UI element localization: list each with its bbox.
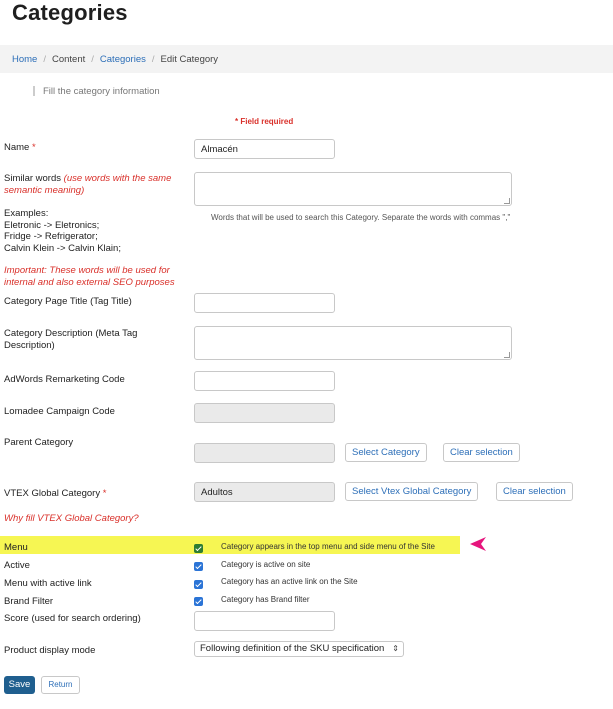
resize-handle-icon[interactable] xyxy=(504,198,510,204)
resize-handle-icon[interactable] xyxy=(504,352,510,358)
name-label-text: Name xyxy=(4,142,30,153)
brand-filter-description: Category has Brand filter xyxy=(221,595,310,604)
active-label: Active xyxy=(4,560,30,571)
parent-category-input xyxy=(194,443,335,463)
page-title-input[interactable] xyxy=(194,293,335,313)
breadcrumb-current: Edit Category xyxy=(160,54,219,65)
save-button[interactable]: Save xyxy=(4,676,35,694)
vtex-global-label xyxy=(4,488,106,500)
required-note: * Field required xyxy=(235,117,294,126)
pointer-arrow-icon xyxy=(468,534,488,554)
clear-parent-selection-button[interactable]: Clear selection xyxy=(443,443,520,462)
return-button[interactable]: Return xyxy=(41,676,80,694)
vtex-global-input xyxy=(194,482,335,502)
menu-label: Menu xyxy=(4,542,28,553)
active-description: Category is active on site xyxy=(221,560,311,569)
active-checkbox[interactable] xyxy=(194,562,203,571)
adwords-label: AdWords Remarketing Code xyxy=(4,374,125,385)
clear-vtex-selection-button[interactable]: Clear selection xyxy=(496,482,573,501)
brand-filter-checkbox[interactable] xyxy=(194,597,203,606)
similar-words-label-text: Similar words xyxy=(4,173,62,184)
similar-words-hint: (use words with the same semantic meaning) xyxy=(4,173,172,196)
similar-words-textarea[interactable] xyxy=(194,172,512,206)
breadcrumb-home[interactable]: Home xyxy=(12,54,38,65)
example-item: Calvin Klein -> Calvin Klain; xyxy=(4,242,121,254)
similar-words-important: Important: These words will be used for internal and also external SEO purposes xyxy=(4,265,175,288)
page-title: Categories xyxy=(12,0,128,25)
lomadee-label: Lomadee Campaign Code xyxy=(4,406,115,417)
score-label: Score (used for search ordering) xyxy=(4,613,141,624)
required-mark: * xyxy=(102,488,107,499)
breadcrumb-content: Content xyxy=(51,54,86,65)
breadcrumb-separator: / xyxy=(151,54,155,65)
why-vtex-link[interactable]: Why fill VTEX Global Category? xyxy=(4,513,139,524)
description-label: Category Description (Meta Tag Description) xyxy=(4,328,138,351)
section-header xyxy=(33,86,160,97)
menu-active-link-description: Category has an active link on the Site xyxy=(221,577,358,586)
examples-title: Examples: xyxy=(4,208,49,219)
menu-active-link-label: Menu with active link xyxy=(4,578,92,589)
section-title: Fill the category information xyxy=(43,86,160,97)
name-input[interactable] xyxy=(194,139,335,159)
section-bar xyxy=(33,86,35,96)
brand-filter-label: Brand Filter xyxy=(4,596,54,607)
select-vtex-global-button[interactable]: Select Vtex Global Category xyxy=(345,482,478,501)
select-category-button[interactable]: Select Category xyxy=(345,443,427,462)
name-label xyxy=(4,142,36,154)
adwords-input[interactable] xyxy=(194,371,335,391)
parent-category-label: Parent Category xyxy=(4,437,74,448)
breadcrumb xyxy=(0,45,613,73)
breadcrumb-categories[interactable]: Categories xyxy=(99,54,146,65)
menu-checkbox[interactable] xyxy=(194,544,203,553)
select-arrows-icon: ⇕ xyxy=(392,644,399,653)
example-item: Fridge -> Refrigerator; xyxy=(4,231,98,242)
similar-words-help: Words that will be used to search this Category. Separate the words with commas "," xyxy=(211,213,511,222)
lomadee-input xyxy=(194,403,335,423)
menu-description: Category appears in the top menu and side menu of the Site xyxy=(221,542,435,551)
display-mode-value: Following definition of the SKU specification xyxy=(200,643,385,654)
menu-active-link-checkbox[interactable] xyxy=(194,580,203,589)
breadcrumb-separator: / xyxy=(43,54,46,65)
display-mode-label: Product display mode xyxy=(4,645,96,656)
description-textarea[interactable] xyxy=(194,326,512,360)
score-input[interactable] xyxy=(194,611,335,631)
similar-words-label xyxy=(4,173,189,197)
required-mark: * xyxy=(31,142,36,153)
breadcrumb-separator: / xyxy=(91,54,94,65)
page-title-label: Category Page Title (Tag Title) xyxy=(4,296,132,307)
similar-words-examples xyxy=(4,208,121,254)
example-item: Eletronic -> Eletronics; xyxy=(4,219,100,231)
display-mode-select[interactable] xyxy=(194,641,404,657)
vtex-global-label-text: VTEX Global Category xyxy=(4,488,101,499)
